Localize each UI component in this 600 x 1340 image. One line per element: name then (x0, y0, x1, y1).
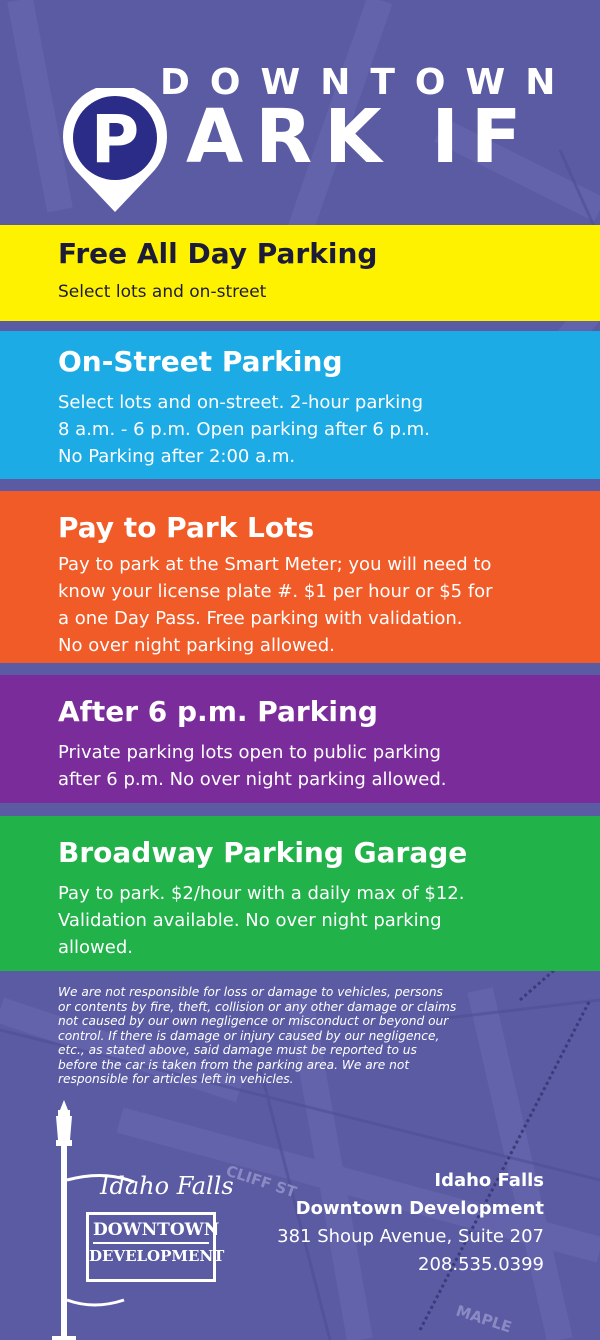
section-after-6pm (0, 675, 600, 803)
section-on-street (0, 331, 600, 479)
section-body: Pay to park at the Smart Meter; you will need to know your license plate #. $1 per hour or $5 for a one Day Pass. Free parking with validation. No over night parking allowed. (58, 554, 493, 656)
section-pay-to-park (0, 491, 600, 663)
parking-pin-icon (55, 88, 175, 214)
street-label-maple: MAPLE (453, 1301, 514, 1337)
section-title: Broadway Parking Garage (58, 836, 468, 869)
logo-script-text: Idaho Falls (100, 1172, 234, 1200)
pin-letter: P (90, 101, 140, 178)
section-title: Free All Day Parking (58, 237, 378, 270)
phone-number: 208.535.0399 (418, 1254, 544, 1275)
title-park-if: ARK IF (186, 94, 534, 180)
section-body: Select lots and on-street (58, 282, 267, 302)
logo-line2: DEVELOPMENT (89, 1247, 225, 1265)
section-title: Pay to Park Lots (58, 511, 315, 544)
section-broadway-garage (0, 816, 600, 971)
logo-line1: DOWNTOWN (93, 1220, 209, 1244)
section-body: Private parking lots open to public parking after 6 p.m. No over night parking allowed. (58, 742, 447, 790)
section-title: After 6 p.m. Parking (58, 695, 378, 728)
section-free-all-day (0, 225, 600, 321)
org-name-line2: Downtown Development (295, 1198, 544, 1219)
address: 381 Shoup Avenue, Suite 207 (277, 1226, 544, 1247)
section-body: Select lots and on-street. 2-hour parking 8 a.m. - 6 p.m. Open parking after 6 p.m. No Parking after 2:00 a.m. (58, 392, 430, 467)
section-body: Pay to park. $2/hour with a daily max of $12. Validation available. No over night parking allowed. (58, 883, 465, 958)
logo-sign (86, 1212, 225, 1282)
street-label-cliff: CLIFF ST (223, 1161, 299, 1202)
section-title: On-Street Parking (58, 345, 343, 378)
contact-block (277, 1167, 544, 1279)
title-downtown: DOWNTOWN (160, 62, 576, 103)
disclaimer-text: We are not responsible for loss or damage to vehicles, persons or contents by fire, theft, collision or any other damage or claims not caused by our own negligence or misconduct or beyond our control. If there is damage or injury caused by our negligence, etc., as stated above, said damage must be reported to us before the car is taken from the parking area. We are not responsible for articles left in vehicles. (58, 985, 457, 1086)
header (0, 0, 600, 225)
org-name-line1: Idaho Falls (434, 1170, 544, 1191)
